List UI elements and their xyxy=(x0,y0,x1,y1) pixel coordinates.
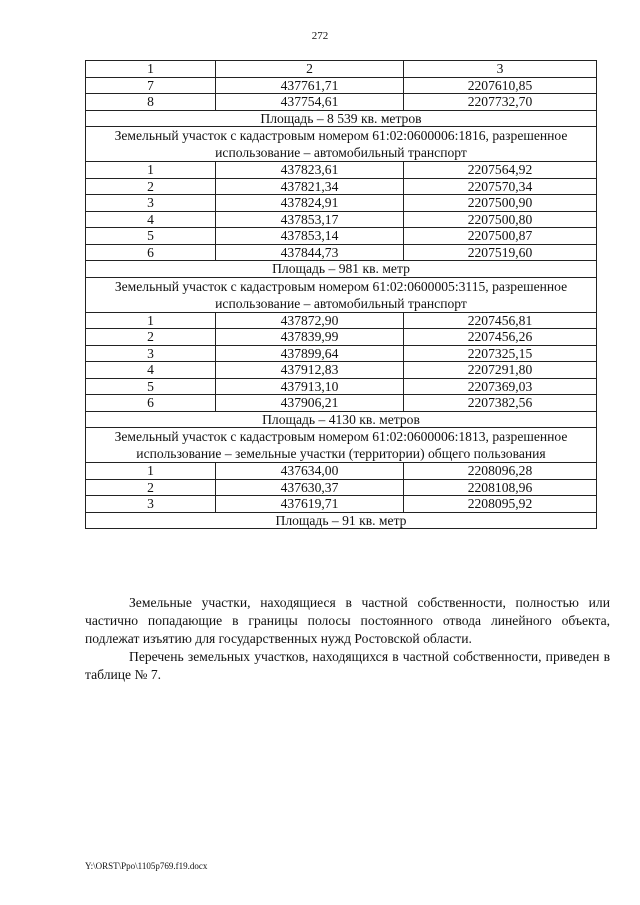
x-coordinate-cell: 437899,64 xyxy=(216,345,404,362)
table-row xyxy=(86,378,597,395)
table-row xyxy=(86,463,597,480)
body-paragraph-2: Перечень земельных участков, находящихся в частной собственности, приведен в таблице № 7. xyxy=(85,649,610,682)
point-number-cell: 7 xyxy=(86,77,216,94)
x-coordinate-cell: 437630,37 xyxy=(216,479,404,496)
point-number-cell: 3 xyxy=(86,345,216,362)
point-number-cell: 5 xyxy=(86,378,216,395)
point-number-cell: 4 xyxy=(86,211,216,228)
y-coordinate-cell: 2207500,80 xyxy=(404,211,597,228)
point-number-cell: 3 xyxy=(86,195,216,212)
table-row xyxy=(86,228,597,245)
x-coordinate-cell: 437853,14 xyxy=(216,228,404,245)
table-row xyxy=(86,244,597,261)
file-path-footer: Y:\ORST\Ppo\1105p769.f19.docx xyxy=(85,861,208,871)
table-row xyxy=(86,312,597,329)
point-number-cell: 2 xyxy=(86,329,216,346)
y-coordinate-cell: 2207382,56 xyxy=(404,395,597,412)
x-coordinate-cell: 437853,17 xyxy=(216,211,404,228)
point-number-cell: 6 xyxy=(86,395,216,412)
table-row xyxy=(86,496,597,513)
table-row xyxy=(86,94,597,111)
area-row xyxy=(86,512,597,529)
point-number-cell: 2 xyxy=(86,178,216,195)
table-row xyxy=(86,329,597,346)
body-paragraph-1: Земельные участки, находящиеся в частной собственности, полностью или частично попадающие в границы полосы постоянного отвода линейного объекта, подлежат изъятию для государственных нужд Ростовской области. xyxy=(85,595,610,646)
table-row xyxy=(86,395,597,412)
point-number-cell: 1 xyxy=(86,162,216,179)
x-coordinate-cell: 437761,71 xyxy=(216,77,404,94)
parcel-title: Земельный участок с кадастровым номером 61:02:0600006:1813, разрешенное использование – земельные участки (территории) общего пользования xyxy=(86,428,597,463)
x-coordinate-cell: 437839,99 xyxy=(216,329,404,346)
x-coordinate-cell: 437619,71 xyxy=(216,496,404,513)
y-coordinate-cell: 2207610,85 xyxy=(404,77,597,94)
parcel-title: Земельный участок с кадастровым номером 61:02:0600005:3115, разрешенное использование – автомобильный транспорт xyxy=(86,277,597,312)
table-header-row xyxy=(86,61,597,78)
y-coordinate-cell: 2207325,15 xyxy=(404,345,597,362)
column-header-x: 2 xyxy=(216,61,404,78)
point-number-cell: 3 xyxy=(86,496,216,513)
area-cell: Площадь – 981 кв. метр xyxy=(86,261,597,278)
point-number-cell: 8 xyxy=(86,94,216,111)
y-coordinate-cell: 2207732,70 xyxy=(404,94,597,111)
area-row xyxy=(86,261,597,278)
area-cell: Площадь – 8 539 кв. метров xyxy=(86,110,597,127)
y-coordinate-cell: 2207500,90 xyxy=(404,195,597,212)
coordinates-table xyxy=(85,60,597,529)
column-header-number: 1 xyxy=(86,61,216,78)
x-coordinate-cell: 437634,00 xyxy=(216,463,404,480)
parcel-title-row xyxy=(86,127,597,162)
point-number-cell: 5 xyxy=(86,228,216,245)
y-coordinate-cell: 2207369,03 xyxy=(404,378,597,395)
y-coordinate-cell: 2207500,87 xyxy=(404,228,597,245)
y-coordinate-cell: 2207291,80 xyxy=(404,362,597,379)
area-row xyxy=(86,110,597,127)
point-number-cell: 4 xyxy=(86,362,216,379)
area-cell: Площадь – 91 кв. метр xyxy=(86,512,597,529)
y-coordinate-cell: 2207564,92 xyxy=(404,162,597,179)
x-coordinate-cell: 437913,10 xyxy=(216,378,404,395)
y-coordinate-cell: 2207570,34 xyxy=(404,178,597,195)
point-number-cell: 6 xyxy=(86,244,216,261)
table-row xyxy=(86,77,597,94)
x-coordinate-cell: 437824,91 xyxy=(216,195,404,212)
table-row xyxy=(86,178,597,195)
table-row xyxy=(86,345,597,362)
point-number-cell: 2 xyxy=(86,479,216,496)
table-row xyxy=(86,211,597,228)
page-number: 272 xyxy=(311,30,329,42)
column-header-y: 3 xyxy=(404,61,597,78)
table-row xyxy=(86,362,597,379)
area-cell: Площадь – 4130 кв. метров xyxy=(86,411,597,428)
y-coordinate-cell: 2207456,81 xyxy=(404,312,597,329)
area-row xyxy=(86,411,597,428)
parcel-title-row xyxy=(86,277,597,312)
table-row xyxy=(86,162,597,179)
parcel-title: Земельный участок с кадастровым номером 61:02:0600006:1816, разрешенное использование – автомобильный транспорт xyxy=(86,127,597,162)
point-number-cell: 1 xyxy=(86,463,216,480)
y-coordinate-cell: 2207519,60 xyxy=(404,244,597,261)
x-coordinate-cell: 437906,21 xyxy=(216,395,404,412)
x-coordinate-cell: 437821,34 xyxy=(216,178,404,195)
parcel-title-row xyxy=(86,428,597,463)
x-coordinate-cell: 437872,90 xyxy=(216,312,404,329)
y-coordinate-cell: 2207456,26 xyxy=(404,329,597,346)
x-coordinate-cell: 437912,83 xyxy=(216,362,404,379)
coordinates-table-body xyxy=(86,61,597,529)
x-coordinate-cell: 437844,73 xyxy=(216,244,404,261)
table-row xyxy=(86,479,597,496)
y-coordinate-cell: 2208095,92 xyxy=(404,496,597,513)
x-coordinate-cell: 437754,61 xyxy=(216,94,404,111)
y-coordinate-cell: 2208108,96 xyxy=(404,479,597,496)
x-coordinate-cell: 437823,61 xyxy=(216,162,404,179)
y-coordinate-cell: 2208096,28 xyxy=(404,463,597,480)
point-number-cell: 1 xyxy=(86,312,216,329)
table-row xyxy=(86,195,597,212)
